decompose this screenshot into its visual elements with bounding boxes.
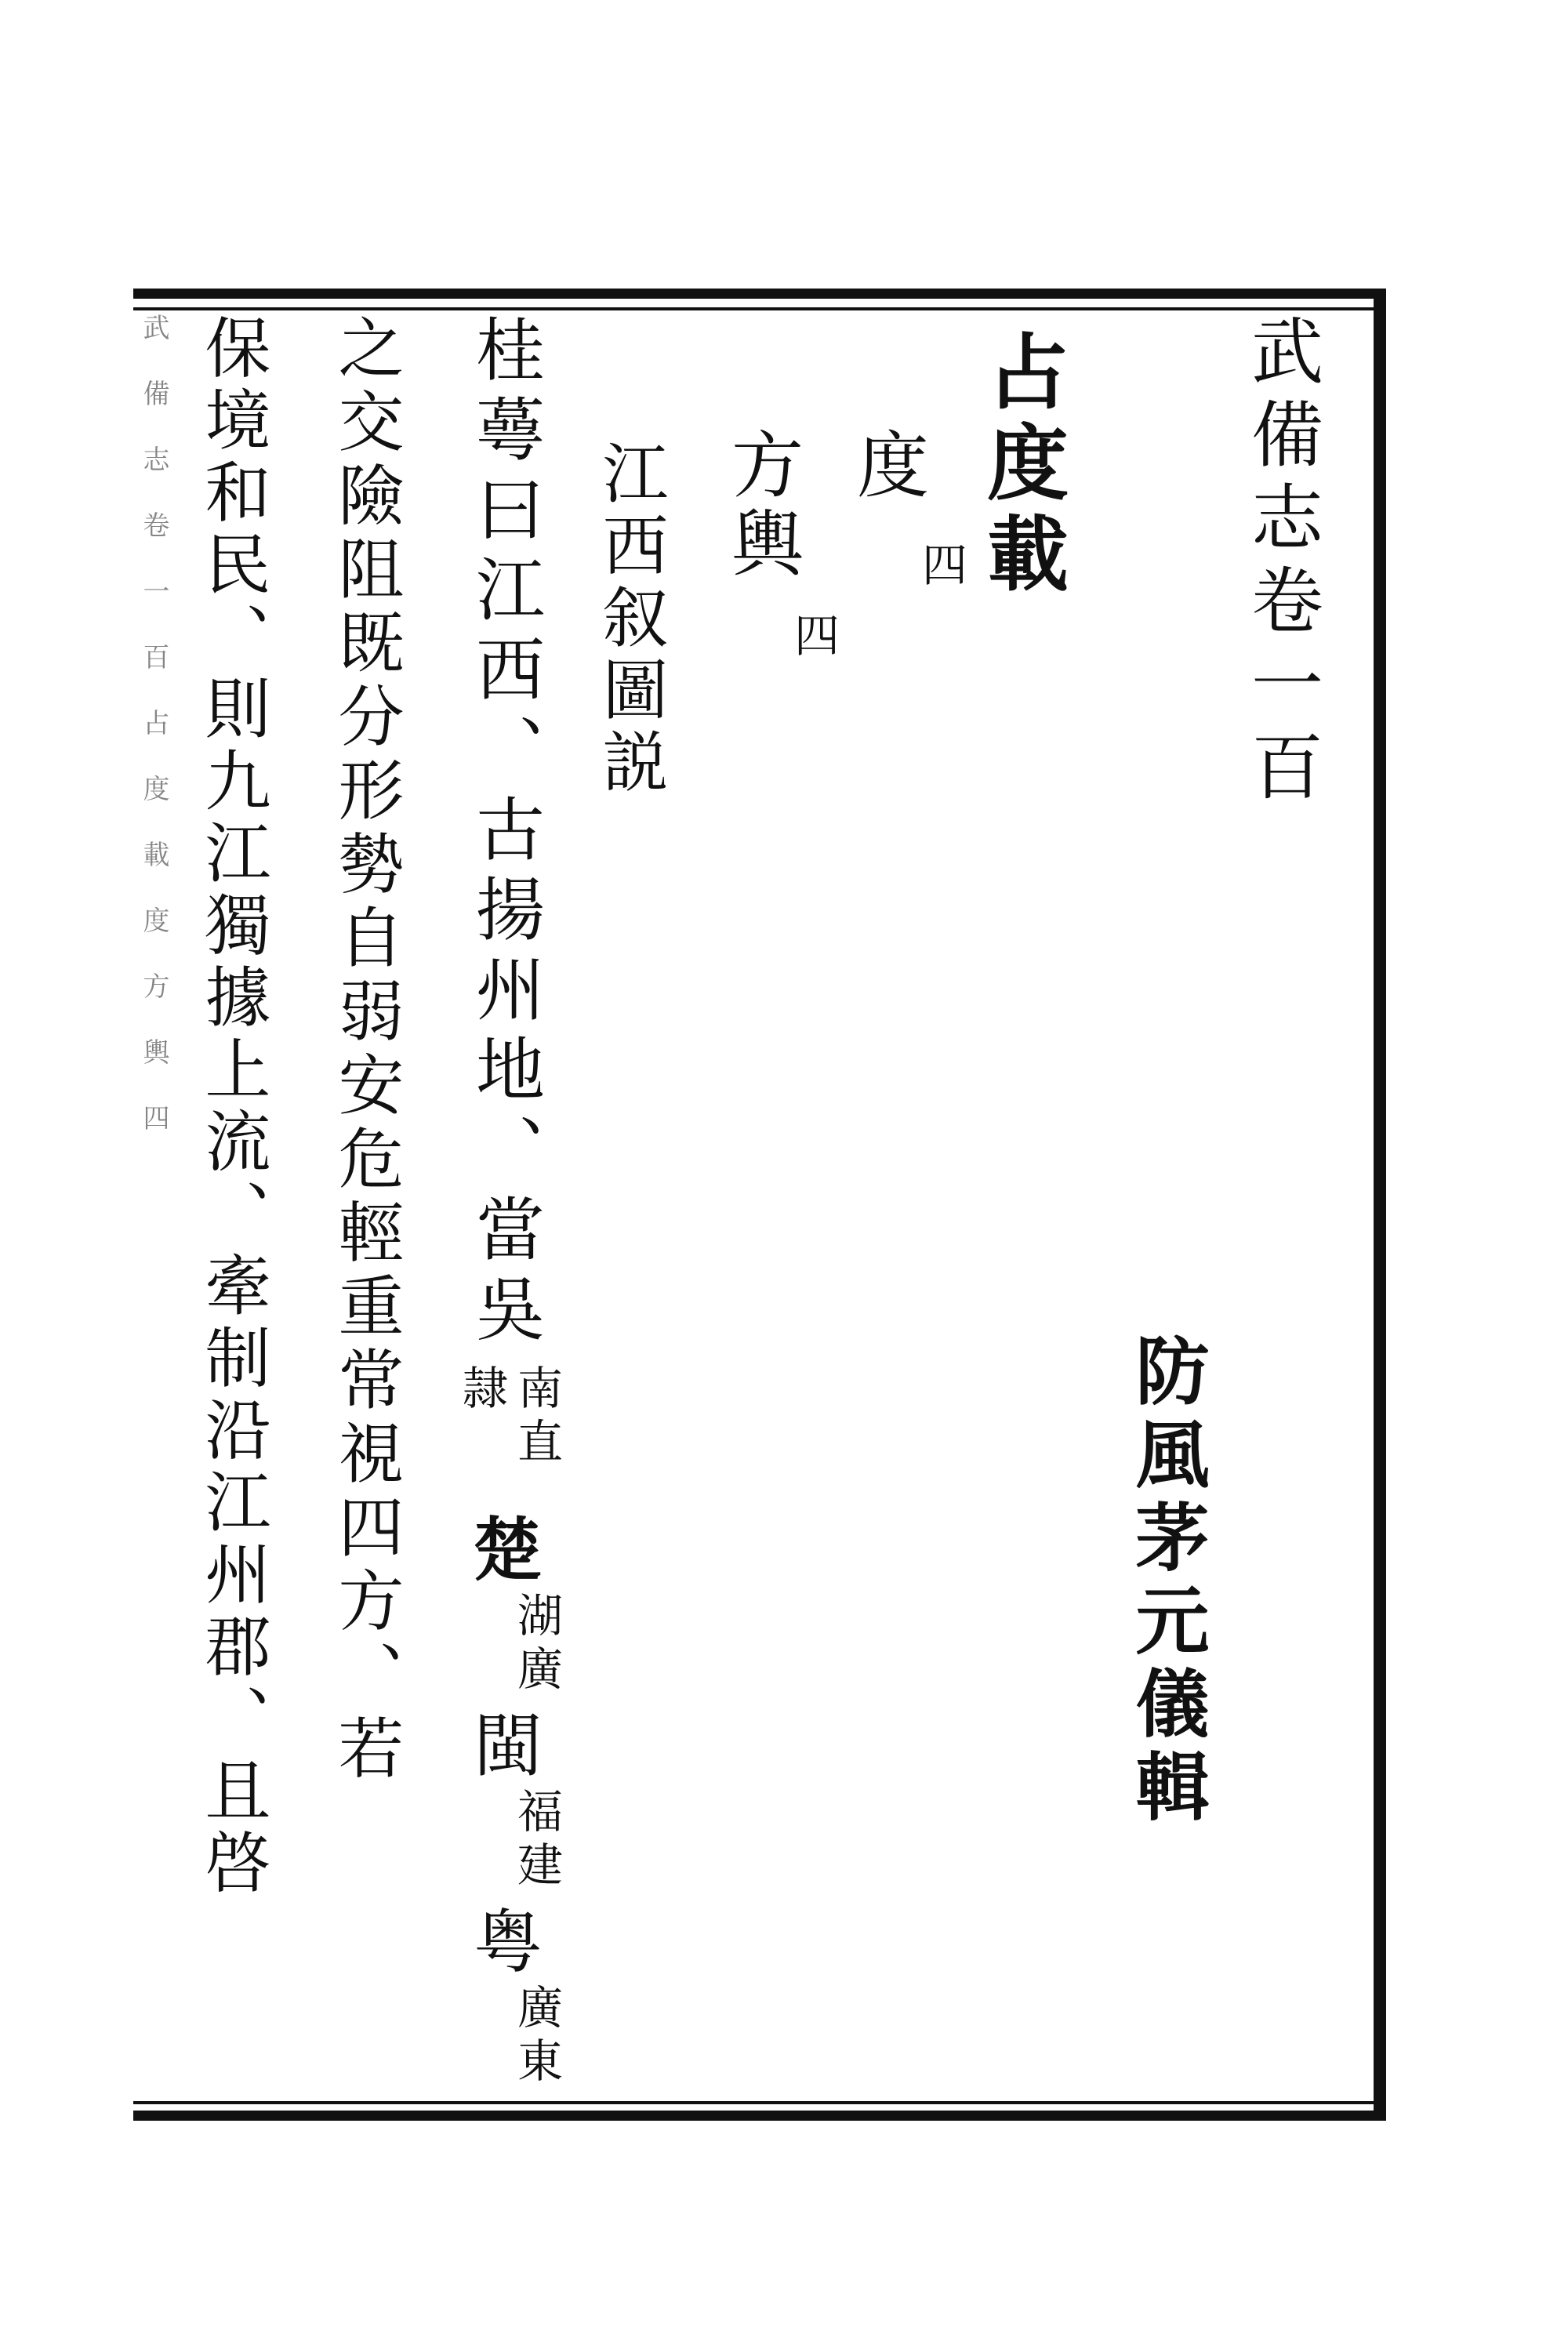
note-huguang: 湖廣 [510, 1592, 563, 1698]
compiler-credit: 防風茅元儀輯 [1123, 1333, 1209, 1831]
note-nanzhi: 南直 [510, 1364, 563, 1471]
body-text-1a: 桂蕚曰江西、古揚州地、當吳 [465, 314, 546, 1353]
subsection-title: 江西叙圖説 [592, 439, 669, 800]
toc-item-du-volume: 四 [914, 541, 967, 586]
body-text-chu: 楚 [462, 1513, 543, 1582]
frame-top-border [133, 289, 1386, 299]
note-li: 隷 [455, 1364, 508, 1410]
frame-bottom-border [133, 2111, 1386, 2121]
frame-top-inner-border [133, 307, 1374, 310]
body-column-2: 之交險阻既分形勢自弱安危輕重常視四方、若 [328, 314, 405, 1788]
section-heading: 占度載 [973, 329, 1069, 602]
toc-item-fangyu-volume: 四 [786, 612, 840, 657]
fore-edge-margin-text: 武備志卷一百占度載度方輿四 [138, 314, 169, 1170]
body-column-1-notes [455, 1364, 563, 2101]
body-text-min: 閩 [463, 1709, 543, 1778]
body-text-yue: 粤 [463, 1905, 543, 1974]
note-guangdong: 廣東 [510, 1984, 563, 2090]
note-fujian: 福建 [510, 1788, 563, 1894]
toc-item-du: 度 [845, 427, 929, 506]
frame-right-border [1374, 289, 1386, 2121]
toc-item-fangyu: 方輿 [720, 427, 804, 584]
frame-bottom-inner-border [133, 2101, 1374, 2104]
body-column-3: 保境和民、則九江獨據上流、牽制沿江州郡、且啓 [194, 314, 271, 1900]
book-title: 武備志卷一百 [1240, 314, 1323, 812]
body-column-1 [465, 314, 546, 1353]
